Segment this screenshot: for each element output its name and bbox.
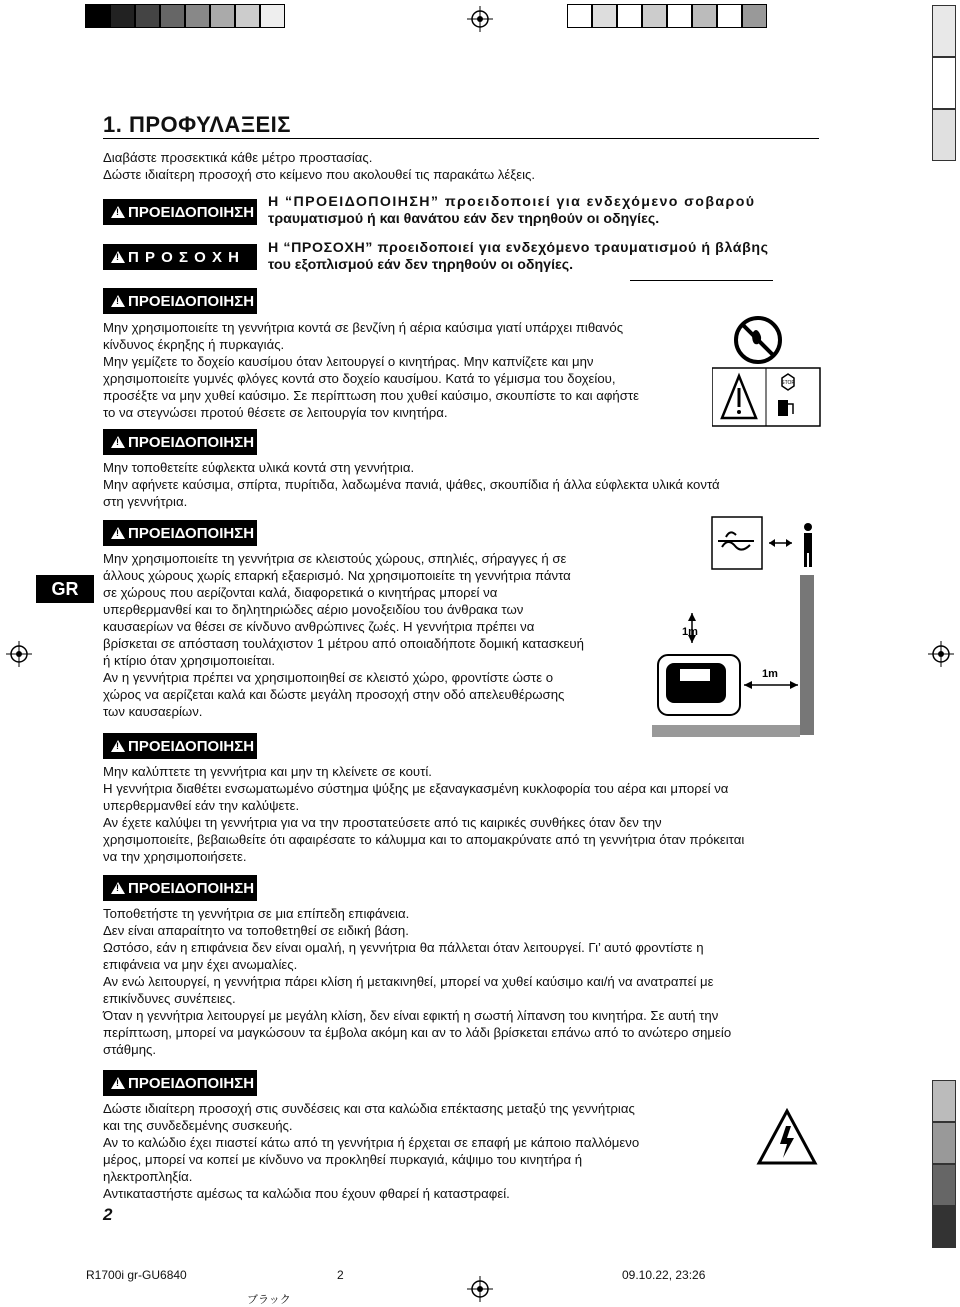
language-tab: GR (36, 575, 94, 603)
footer-page: 2 (337, 1268, 344, 1282)
registration-bars-right (567, 4, 767, 28)
warning-badge: ! ΠΡΟΕΙΔΟΠΟΙΗΣΗ (103, 875, 257, 901)
definition-rule (630, 280, 773, 281)
footer-color: ブラック (247, 1294, 291, 1306)
footer-datetime: 09.10.22, 23:26 (622, 1268, 706, 1282)
caution-definition: Η “ΠΡΟΣΟΧΗ” προειδοποιεί για ενδεχόμενο τραυματισμού ή βλάβης του εξοπλισμού εάν δεν τηρηθούν οι οδηγίες. (268, 240, 769, 273)
section-cables: Δώστε ιδιαίτερη προσοχή στις συνδέσεις και στα καλώδια επέκτασης μεταξύ της γεννήτριας και της συνδεδεμένης συσκευής. Αν το καλώδιο έχει πιαστεί κάτω από τη γεννήτρια ή έρχεται σε επαφή με κάποιο παλλόμενο μέρος, μπορεί να κοπεί με κίνδυνο να προκληθεί πυρκαγιά, κάψιμο του κινητήρα ή ηλεκτροπληξία. Αντικαταστήστε αμέσως τα καλώδια που έχουν φθαρεί ή καταστραφεί. (103, 1101, 640, 1201)
heading-rule (103, 138, 819, 139)
registration-bars-left (85, 4, 285, 28)
distance-label: 1m (762, 668, 778, 680)
page-number: 2 (103, 1205, 113, 1224)
crosshair-right-icon (928, 641, 954, 667)
crosshair-top-icon (467, 6, 493, 32)
section-flammable: Μην τοποθετείτε εύφλεκτα υλικά κοντά στη γεννήτρια. Μην αφήνετε καύσιμα, σπίρτα, πυρίτιδα, λαδωμένα πανιά, ψάθες, σκουπίδια ή άλλα εύφλεκτα υλικά κοντά στη γεννήτρια. (103, 460, 720, 509)
section-ventilation: Μην χρησιμοποιείτε τη γεννήτρια σε κλειστούς χώρους, σπηλιές, σήραγγες ή σε άλλους χώρους χωρίς επαρκή εξαερισμό. Να χρησιμοποιείτε τη γεννήτρια πάντα σε χώρους που αερίζονται καλά, διαφορετικά ο κινητήρας μπορεί να υπερθερμανθεί και το δηλητηριώδες αέριο μονοξειδίου του άνθρακα των καυσαερίων να θέσει σε κίνδυνο ανθρώπινες ζωές. Η γεννήτρια πρέπει να βρίσκεται σε απόσταση τουλάχιστον 1 μέτρου από οποιαδήποτε δομική κατασκευή ή κτίριο όταν χρησιμοποιείται. Αν η γεννήτρια πρέπει να χρησιμοποιηθεί σε κλειστό χώρο, φροντίστε ώστε ο χώρος να αερίζεται καλά και δώστε μεγάλη προσοχή στην οδό απελευθέρωσης των καυσαερίων. (103, 551, 584, 719)
warning-triangle-icon (111, 206, 125, 218)
footer-file: R1700i gr-GU6840 (86, 1268, 187, 1282)
warning-triangle-icon (111, 295, 125, 307)
warning-triangle-icon (111, 527, 125, 539)
warning-definition: Η “ΠΡΟΕΙΔΟΠΟΙΗΣΗ” προειδοποιεί για ενδεχόμενο σοβαρού τραυματισμού ή και θανάτου εάν δεν τηρηθούν οι οδηγίες. (268, 194, 756, 227)
warning-triangle-icon (111, 740, 125, 752)
warning-triangle-icon (111, 251, 125, 263)
electric-shock-icon (756, 1108, 818, 1166)
intro-line: Δώστε ιδιαίτερη προσοχή στο κείμενο που ακολουθεί τις παρακάτω λέξεις. (103, 167, 536, 182)
warning-badge: ! ΠΡΟΕΙΔΟΠΟΙΗΣΗ (103, 429, 257, 455)
ventilation-distance-figure (652, 515, 822, 740)
section-fuel: Μην χρησιμοποιείτε τη γεννήτρια κοντά σε βενζίνη ή αέρια καύσιμα γιατί υπάρχει πιθανός κίνδυνος έκρηξης ή πυρκαγιάς. Μην γεμίζετε το δοχείο καυσίμου όταν λειτουργεί ο κινητήρας. Μην καπνίζετε και μην χρησιμοποιείτε γυμνές φλόγες κοντά στο δοχείο καυσίμου. Κατά το γέμισμα του δοχείου, προσέξτε να μην χυθεί καύσιμο. Σε περίπτωση που χυθεί καύσιμο, σκουπίστε το και αφήστε το να στεγνώσει προτού θέσετε σε λειτουργία τον κινητήρα. (103, 320, 639, 420)
warning-triangle-icon (111, 1077, 125, 1089)
distance-label: 1m (682, 626, 698, 638)
warning-badge: ! ΠΡΟΕΙΔΟΠΟΙΗΣΗ (103, 199, 257, 225)
warning-badge: ! ΠΡΟΕΙΔΟΠΟΙΗΣΗ (103, 1070, 257, 1096)
no-fire-refuel-figure (712, 310, 822, 430)
svg-text:STOP: STOP (781, 380, 795, 386)
warning-badge: ! ΠΡΟΕΙΔΟΠΟΙΗΣΗ (103, 288, 257, 314)
warning-badge: ! ΠΡΟΕΙΔΟΠΟΙΗΣΗ (103, 520, 257, 546)
crosshair-bottom-icon (467, 1276, 493, 1302)
warning-triangle-icon (111, 882, 125, 894)
warning-triangle-icon (111, 436, 125, 448)
section-cover: Μην καλύπτετε τη γεννήτρια και μην τη κλείνετε σε κουτί. Η γεννήτρια διαθέτει ενσωματωμένο σύστημα ψύξης με εξαναγκασμένη κυκλοφορία του αέρα και μπορεί να υπερθερμανθεί εάν την καλύψετε. Αν έχετε καλύψει τη γεννήτρια για να την προστατεύσετε από τις καιρικές συνθήκες όταν δεν την χρησιμοποιείτε, βεβαιωθείτε ότι αφαιρέσατε το κάλυμμα και το απομακρύνατε από τη γεννήτρια όταν πρόκειται να την χρησιμοποιήσετε. (103, 764, 745, 864)
intro (103, 149, 819, 183)
section-level-surface: Τοποθετήστε τη γεννήτρια σε μια επίπεδη επιφάνεια. Δεν είναι απαραίτητο να τοποθετηθεί σε ειδική βάση. Ωστόσο, εάν η επιφάνεια δεν είναι ομαλή, η γεννήτρια θα πάλλεται όταν λειτουργεί. Γι’ αυτό φροντίστε η επιφάνεια να μην έχει ανωμαλίες. Αν ενώ λειτουργεί, η γεννήτρια πάρει κλίση ή μετακινηθεί, μπορεί να χυθεί καύσιμο και/ή να ανατραπεί με επικίνδυνες συνέπειες. Όταν η γεννήτρια λειτουργεί με μεγάλη κλίση, δεν είναι εφικτή η σωστή λίπανση του κινητήρα. Σε αυτή την περίπτωση, μπορεί να μαγκώσουν τα έμβολα ακόμη και αν το λάδι βρίσκεται επάνω από το ανώτερο σημείο στάθμης. (103, 906, 732, 1057)
caution-badge: ! Π Ρ Ο Σ Ο Χ Η (103, 244, 257, 270)
warning-badge: ! ΠΡΟΕΙΔΟΠΟΙΗΣΗ (103, 733, 257, 759)
intro-line: Διαβάστε προσεκτικά κάθε μέτρο προστασίας. (103, 150, 373, 165)
crosshair-left-icon (6, 641, 32, 667)
page-title: 1. ΠΡΟΦΥΛΑΞΕΙΣ (103, 112, 291, 137)
